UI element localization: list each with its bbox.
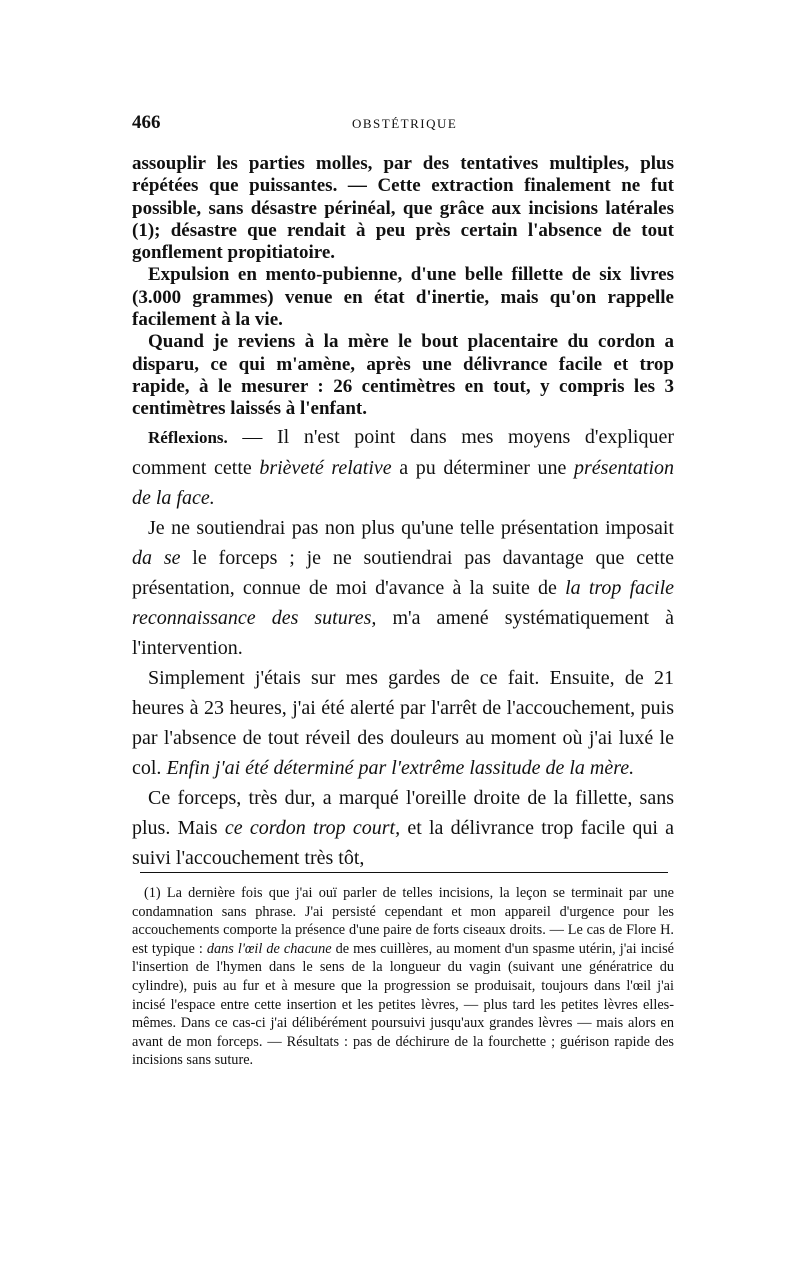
reflexions-heading: Réflexions. [148, 428, 228, 447]
paragraph-cordon: Quand je reviens à la mère le bout placentaire du cordon a disparu, ce qui m'amène, après une délivrance facile et trop rapide, à le mesurer : 26 centimètres en tout, y compris les 3 centimètres laissés à l'enfant. [132, 331, 674, 420]
footnote-paragraph [132, 884, 674, 1070]
emphasis-da-se: da se [132, 547, 181, 569]
footnote [132, 884, 674, 1070]
paragraph-expulsion: Expulsion en mento-pubienne, d'une belle fillette de six livres (3.000 grammes) venue en état d'inertie, mais qu'on rappelle facilement à la vie. [132, 264, 674, 331]
emphasis-sutures: la trop facile reconnaissance des sutures, [132, 577, 675, 629]
text-run: La dernière fois que j'ai ouï parler de telles incisions, la leçon se terminait par une condamnation sans phrase. J'ai persisté cependant et mon appareil d'urgence pour les accouchements comporte la présence d'une paire de forts ciseaux droits. — Le cas de Flore H. est typique : [132, 885, 674, 957]
text-run: Simplement j'étais sur mes gardes de ce fait. Ensuite, de 21 heures à 23 heures, j'ai été alerté par l'arrêt de l'accouchement, puis par l'absence de tout réveil des douleurs au moment où j'ai luxé le col. [132, 667, 674, 779]
footnote-rule [140, 872, 668, 873]
case-narrative [132, 153, 674, 421]
text-run: Ce forceps, très dur, a marqué l'oreille droite de la fillette, sans plus. Mais [132, 787, 674, 839]
paragraph-reflexions-3 [132, 663, 674, 783]
emphasis-presentation: présentation de la face. [132, 457, 675, 509]
emphasis-oeil: dans l'œil de chacune [206, 940, 332, 957]
paragraph-reflexions-1 [132, 422, 674, 513]
text-run: Je ne soutiendrai pas non plus qu'une telle présentation imposait [148, 517, 674, 539]
text-run: — Il n'est point dans mes moyens d'expliquer comment cette [132, 426, 674, 479]
text-run: m'a amené systématiquement à l'intervention. [132, 607, 675, 659]
running-head: OBSTÉTRIQUE [352, 116, 458, 131]
text-run: le forceps ; je ne soutiendrai pas davantage que cette présentation, connue de moi d'avance à la suite de [132, 547, 674, 599]
reflexions-section [132, 422, 674, 873]
emphasis-lassitude: Enfin j'ai été déterminé par l'extrême lassitude de la mère. [166, 757, 635, 779]
paragraph-reflexions-2 [132, 513, 674, 663]
paragraph-reflexions-4 [132, 783, 674, 873]
text-run: de mes cuillères, au moment d'un spasme utérin, j'ai incisé l'insertion de l'hymen dans le sens de la longueur du vagin (suivant une génératrice du cylindre), puis au fur et à mesure que la progression se produisait, toujours dans l'œil j'ai incisé l'espace entre cette insertion et les petites lèvres, — plus tard les petites lèvres elles-mêmes. Dans ce cas-ci j'ai délibérément poursuivi jusqu'aux grandes lèvres — mais alors en avant de mon forceps. — Résultats : pas de déchirure de la fourchette ; guérison rapide des incisions sans suture. [132, 940, 674, 1069]
footnote-marker: (1) [144, 885, 161, 901]
page-header [132, 112, 672, 138]
emphasis-brievete: brièveté relative [259, 457, 392, 479]
text-run: et la délivrance trop facile qui a suivi l'accouchement très tôt, [132, 817, 675, 869]
page-number: 466 [132, 112, 161, 133]
emphasis-cordon-court: ce cordon trop court, [224, 817, 401, 839]
text-run: a pu déterminer une [391, 457, 575, 479]
paragraph-extraction: assouplir les parties molles, par des tentatives multiples, plus répétées que puissantes. — Cette extraction finalement ne fut possible, sans désastre périnéal, que grâce aux incisions latérales (1); désastre que rendait à peu près certain l'absence de tout gonflement propitiatoire. [132, 153, 674, 264]
